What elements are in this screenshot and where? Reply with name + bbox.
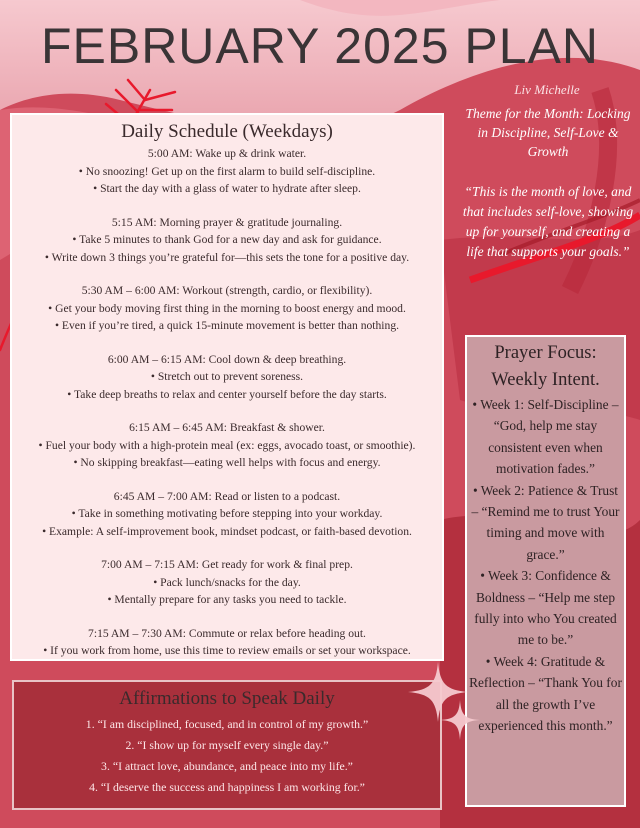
schedule-point: • Fuel your body with a high-protein meal (ex: eggs, avocado toast, or smoothie). <box>38 438 416 452</box>
prayer-week: • Week 2: Patience & Trust – “Remind me to trust Your timing and move with grace.” <box>471 482 620 562</box>
affirmations-panel <box>12 680 442 810</box>
schedule-time: 6:15 AM – 6:45 AM: Breakfast & shower. <box>129 421 325 434</box>
schedule-title: Daily Schedule (Weekdays) <box>121 121 333 142</box>
prayer-week: • Week 1: Self-Discipline – “God, help me stay consistent even when motivation fades.” <box>472 397 619 477</box>
schedule-block <box>12 625 442 660</box>
schedule-point: • Write down 3 things you’re grateful for—this sets the tone for a positive day. <box>44 250 410 264</box>
schedule-block <box>12 214 442 267</box>
affirmation-item: 4. “I deserve the success and happiness I am working for.” <box>89 780 365 794</box>
schedule-point: • Stretch out to prevent soreness. <box>150 370 304 383</box>
prayer-title: Prayer Focus: Weekly Intent. <box>491 343 600 390</box>
schedule-point: • No skipping breakfast—eating well helps with focus and energy. <box>73 456 381 469</box>
month-theme: Theme for the Month: Locking in Discipline, Self-Love & Growth <box>465 106 631 159</box>
schedule-time: 5:15 AM: Morning prayer & gratitude journaling. <box>111 215 343 229</box>
prayer-week: • Week 4: Gratitude & Reflection – “Thank You for all the growth I’ve experienced this month.” <box>469 653 622 734</box>
month-quote: “This is the month of love, and that includes self-love, showing up for yourself, and creating a life that supports your goals.” <box>462 184 634 259</box>
schedule-point: • Take in something motivating before stepping into your workday. <box>71 507 383 520</box>
schedule-point: • Pack lunch/snacks for the day. <box>153 575 301 589</box>
schedule-point: • Take deep breaths to relax and center yourself before the day starts. <box>67 387 387 401</box>
schedule-time: 5:30 AM – 6:00 AM: Workout (strength, cardio, or flexibility). <box>81 284 373 297</box>
prayer-focus-panel <box>465 335 626 807</box>
affirmation-item: 1. “I am disciplined, focused, and in control of my growth.” <box>85 717 369 731</box>
affirmation-item: 3. “I attract love, abundance, and peace into my life.” <box>101 759 353 773</box>
schedule-block <box>12 282 442 335</box>
schedule-block <box>12 419 442 472</box>
schedule-point: • Mentally prepare for any tasks you need to tackle. <box>107 593 347 606</box>
schedule-point: • Get your body moving first thing in the morning to boost energy and mood. <box>48 301 406 315</box>
schedule-point: • Even if you’re tired, a quick 15-minute movement is better than nothing. <box>54 319 400 332</box>
prayer-week: • Week 3: Confidence & Boldness – “Help me step fully into who You created me to be.” <box>474 568 617 648</box>
schedule-time: 5:00 AM: Wake up & drink water. <box>147 147 307 160</box>
schedule-point: • Take 5 minutes to thank God for a new day and ask for guidance. <box>72 233 382 246</box>
schedule-point: • Start the day with a glass of water to hydrate after sleep. <box>93 182 361 195</box>
schedule-block <box>12 556 442 609</box>
daily-schedule-panel <box>10 113 444 661</box>
schedule-point: • If you work from home, use this time to review emails or set your workspace. <box>43 644 411 657</box>
affirmation-item: 2. “I show up for myself every single day.” <box>125 738 329 752</box>
schedule-time: 6:45 AM – 7:00 AM: Read or listen to a podcast. <box>113 489 341 503</box>
schedule-block <box>12 488 442 541</box>
schedule-block <box>12 351 442 404</box>
schedule-point: • Example: A self-improvement book, mindset podcast, or faith-based devotion. <box>42 524 412 538</box>
schedule-point: • No snoozing! Get up on the first alarm to build self-discipline. <box>78 164 376 178</box>
schedule-time: 7:00 AM – 7:15 AM: Get ready for work & final prep. <box>101 558 353 571</box>
schedule-block <box>12 145 442 198</box>
affirmations-title: Affirmations to Speak Daily <box>119 688 335 709</box>
schedule-time: 6:00 AM – 6:15 AM: Cool down & deep breathing. <box>107 352 347 366</box>
schedule-time: 7:15 AM – 7:30 AM: Commute or relax before heading out. <box>88 626 366 640</box>
page-title: FEBRUARY 2025 PLAN <box>40 18 600 74</box>
author-signature: Liv Michelle <box>514 82 580 97</box>
sparkle-icon <box>440 700 480 740</box>
